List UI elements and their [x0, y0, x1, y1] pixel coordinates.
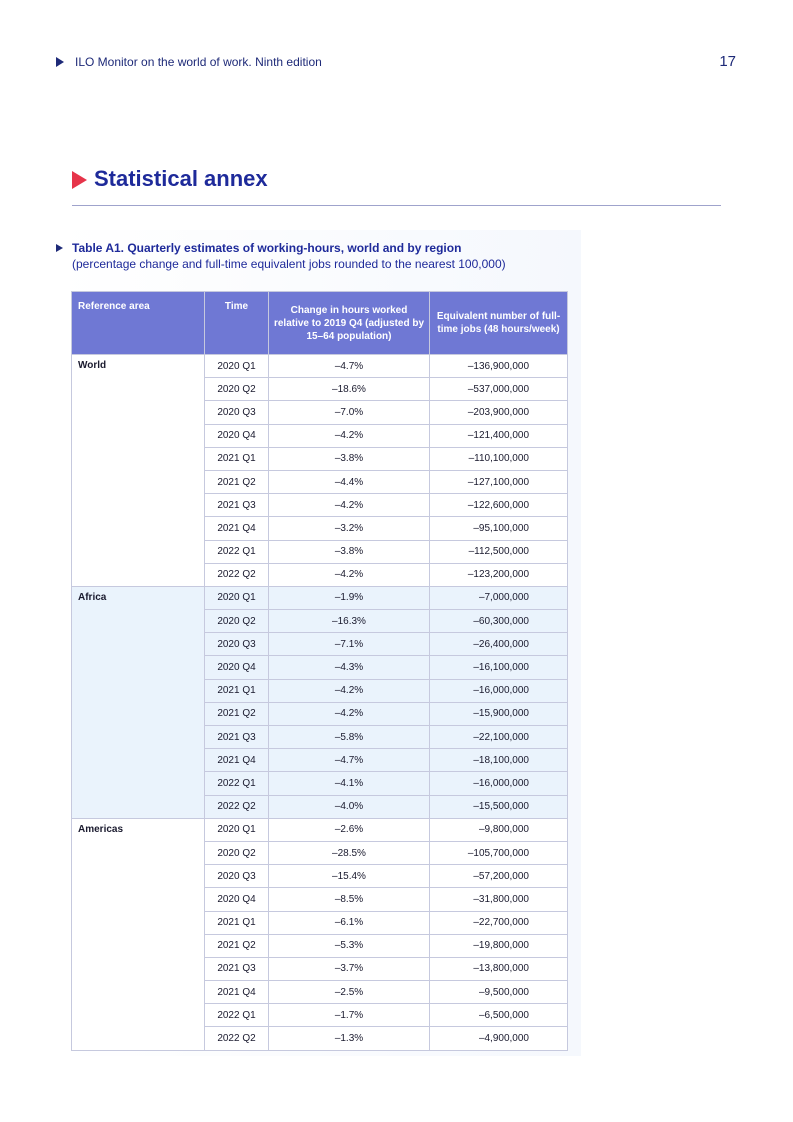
jobs-cell: –121,400,000	[430, 424, 568, 447]
jobs-cell: –16,000,000	[430, 772, 568, 795]
section-triangle-icon	[72, 171, 87, 189]
time-cell: 2021 Q3	[205, 494, 269, 517]
jobs-cell: –105,700,000	[430, 841, 568, 864]
header-triangle-icon	[56, 57, 64, 67]
hours-change-cell: –7.0%	[269, 401, 430, 424]
hours-change-cell: –1.9%	[269, 586, 430, 609]
time-cell: 2021 Q3	[205, 957, 269, 980]
jobs-cell: –15,500,000	[430, 795, 568, 818]
time-cell: 2022 Q2	[205, 795, 269, 818]
jobs-cell: –19,800,000	[430, 934, 568, 957]
time-cell: 2020 Q1	[205, 355, 269, 378]
time-cell: 2021 Q3	[205, 726, 269, 749]
column-header-reference-area: Reference area	[72, 292, 205, 355]
time-cell: 2020 Q1	[205, 818, 269, 841]
jobs-cell: –4,900,000	[430, 1027, 568, 1050]
hours-change-cell: –3.7%	[269, 957, 430, 980]
time-cell: 2022 Q2	[205, 563, 269, 586]
column-header-change-in-hours: Change in hours worked relative to 2019 Q4 (adjusted by 15–64 population)	[269, 292, 430, 355]
hours-change-cell: –4.4%	[269, 470, 430, 493]
hours-change-cell: –6.1%	[269, 911, 430, 934]
hours-change-cell: –3.2%	[269, 517, 430, 540]
jobs-cell: –57,200,000	[430, 865, 568, 888]
time-cell: 2020 Q2	[205, 378, 269, 401]
time-cell: 2021 Q2	[205, 470, 269, 493]
time-cell: 2020 Q3	[205, 865, 269, 888]
hours-change-cell: –7.1%	[269, 633, 430, 656]
table-row	[72, 818, 568, 841]
hours-change-cell: –16.3%	[269, 610, 430, 633]
hours-change-cell: –8.5%	[269, 888, 430, 911]
time-cell: 2021 Q2	[205, 934, 269, 957]
time-cell: 2020 Q4	[205, 424, 269, 447]
jobs-cell: –127,100,000	[430, 470, 568, 493]
time-cell: 2021 Q4	[205, 749, 269, 772]
hours-change-cell: –4.2%	[269, 679, 430, 702]
hours-change-cell: –4.2%	[269, 563, 430, 586]
time-cell: 2020 Q3	[205, 401, 269, 424]
jobs-cell: –22,700,000	[430, 911, 568, 934]
hours-change-cell: –4.7%	[269, 749, 430, 772]
time-cell: 2021 Q4	[205, 981, 269, 1004]
jobs-cell: –60,300,000	[430, 610, 568, 633]
hours-change-cell: –15.4%	[269, 865, 430, 888]
jobs-cell: –16,000,000	[430, 679, 568, 702]
jobs-cell: –9,800,000	[430, 818, 568, 841]
table-row	[72, 355, 568, 378]
page-number: 17	[719, 53, 736, 70]
jobs-cell: –16,100,000	[430, 656, 568, 679]
region-cell: World	[72, 355, 205, 587]
region-cell: Africa	[72, 586, 205, 818]
time-cell: 2022 Q2	[205, 1027, 269, 1050]
jobs-cell: –122,600,000	[430, 494, 568, 517]
table-row	[72, 586, 568, 609]
hours-change-cell: –28.5%	[269, 841, 430, 864]
time-cell: 2022 Q1	[205, 772, 269, 795]
time-cell: 2021 Q2	[205, 702, 269, 725]
jobs-cell: –7,000,000	[430, 586, 568, 609]
time-cell: 2020 Q4	[205, 656, 269, 679]
caption-triangle-icon	[56, 244, 63, 252]
hours-change-cell: –1.3%	[269, 1027, 430, 1050]
time-cell: 2020 Q2	[205, 841, 269, 864]
hours-change-cell: –4.0%	[269, 795, 430, 818]
jobs-cell: –110,100,000	[430, 447, 568, 470]
jobs-cell: –13,800,000	[430, 957, 568, 980]
jobs-cell: –18,100,000	[430, 749, 568, 772]
hours-change-cell: –4.2%	[269, 494, 430, 517]
table-header-row	[72, 292, 568, 355]
jobs-cell: –9,500,000	[430, 981, 568, 1004]
time-cell: 2022 Q1	[205, 1004, 269, 1027]
hours-change-cell: –5.3%	[269, 934, 430, 957]
hours-change-cell: –4.1%	[269, 772, 430, 795]
table-body	[72, 355, 568, 1051]
jobs-cell: –95,100,000	[430, 517, 568, 540]
hours-change-cell: –3.8%	[269, 447, 430, 470]
time-cell: 2020 Q3	[205, 633, 269, 656]
hours-change-cell: –3.8%	[269, 540, 430, 563]
publication-title: ILO Monitor on the world of work. Ninth edition	[75, 55, 322, 69]
table-caption-subtitle: (percentage change and full-time equivalent jobs rounded to the nearest 100,000)	[72, 257, 506, 271]
time-cell: 2021 Q1	[205, 679, 269, 702]
hours-change-cell: –5.8%	[269, 726, 430, 749]
column-header-full-time-jobs: Equivalent number of full-time jobs (48 hours/week)	[430, 292, 568, 355]
hours-change-cell: –4.7%	[269, 355, 430, 378]
hours-change-cell: –4.2%	[269, 702, 430, 725]
hours-change-cell: –2.5%	[269, 981, 430, 1004]
hours-change-cell: –18.6%	[269, 378, 430, 401]
time-cell: 2020 Q4	[205, 888, 269, 911]
time-cell: 2021 Q1	[205, 911, 269, 934]
jobs-cell: –26,400,000	[430, 633, 568, 656]
jobs-cell: –537,000,000	[430, 378, 568, 401]
time-cell: 2022 Q1	[205, 540, 269, 563]
section-title: Statistical annex	[94, 166, 268, 191]
time-cell: 2021 Q1	[205, 447, 269, 470]
column-header-time: Time	[205, 292, 269, 355]
statistics-table	[71, 291, 568, 1051]
section-divider	[72, 205, 721, 206]
jobs-cell: –15,900,000	[430, 702, 568, 725]
hours-change-cell: –4.3%	[269, 656, 430, 679]
time-cell: 2020 Q2	[205, 610, 269, 633]
hours-change-cell: –4.2%	[269, 424, 430, 447]
jobs-cell: –112,500,000	[430, 540, 568, 563]
jobs-cell: –6,500,000	[430, 1004, 568, 1027]
jobs-cell: –136,900,000	[430, 355, 568, 378]
time-cell: 2021 Q4	[205, 517, 269, 540]
time-cell: 2020 Q1	[205, 586, 269, 609]
hours-change-cell: –1.7%	[269, 1004, 430, 1027]
hours-change-cell: –2.6%	[269, 818, 430, 841]
jobs-cell: –22,100,000	[430, 726, 568, 749]
table-caption-title: Table A1. Quarterly estimates of working-hours, world and by region	[72, 241, 462, 255]
jobs-cell: –123,200,000	[430, 563, 568, 586]
jobs-cell: –203,900,000	[430, 401, 568, 424]
region-cell: Americas	[72, 818, 205, 1050]
jobs-cell: –31,800,000	[430, 888, 568, 911]
running-header	[56, 55, 736, 73]
